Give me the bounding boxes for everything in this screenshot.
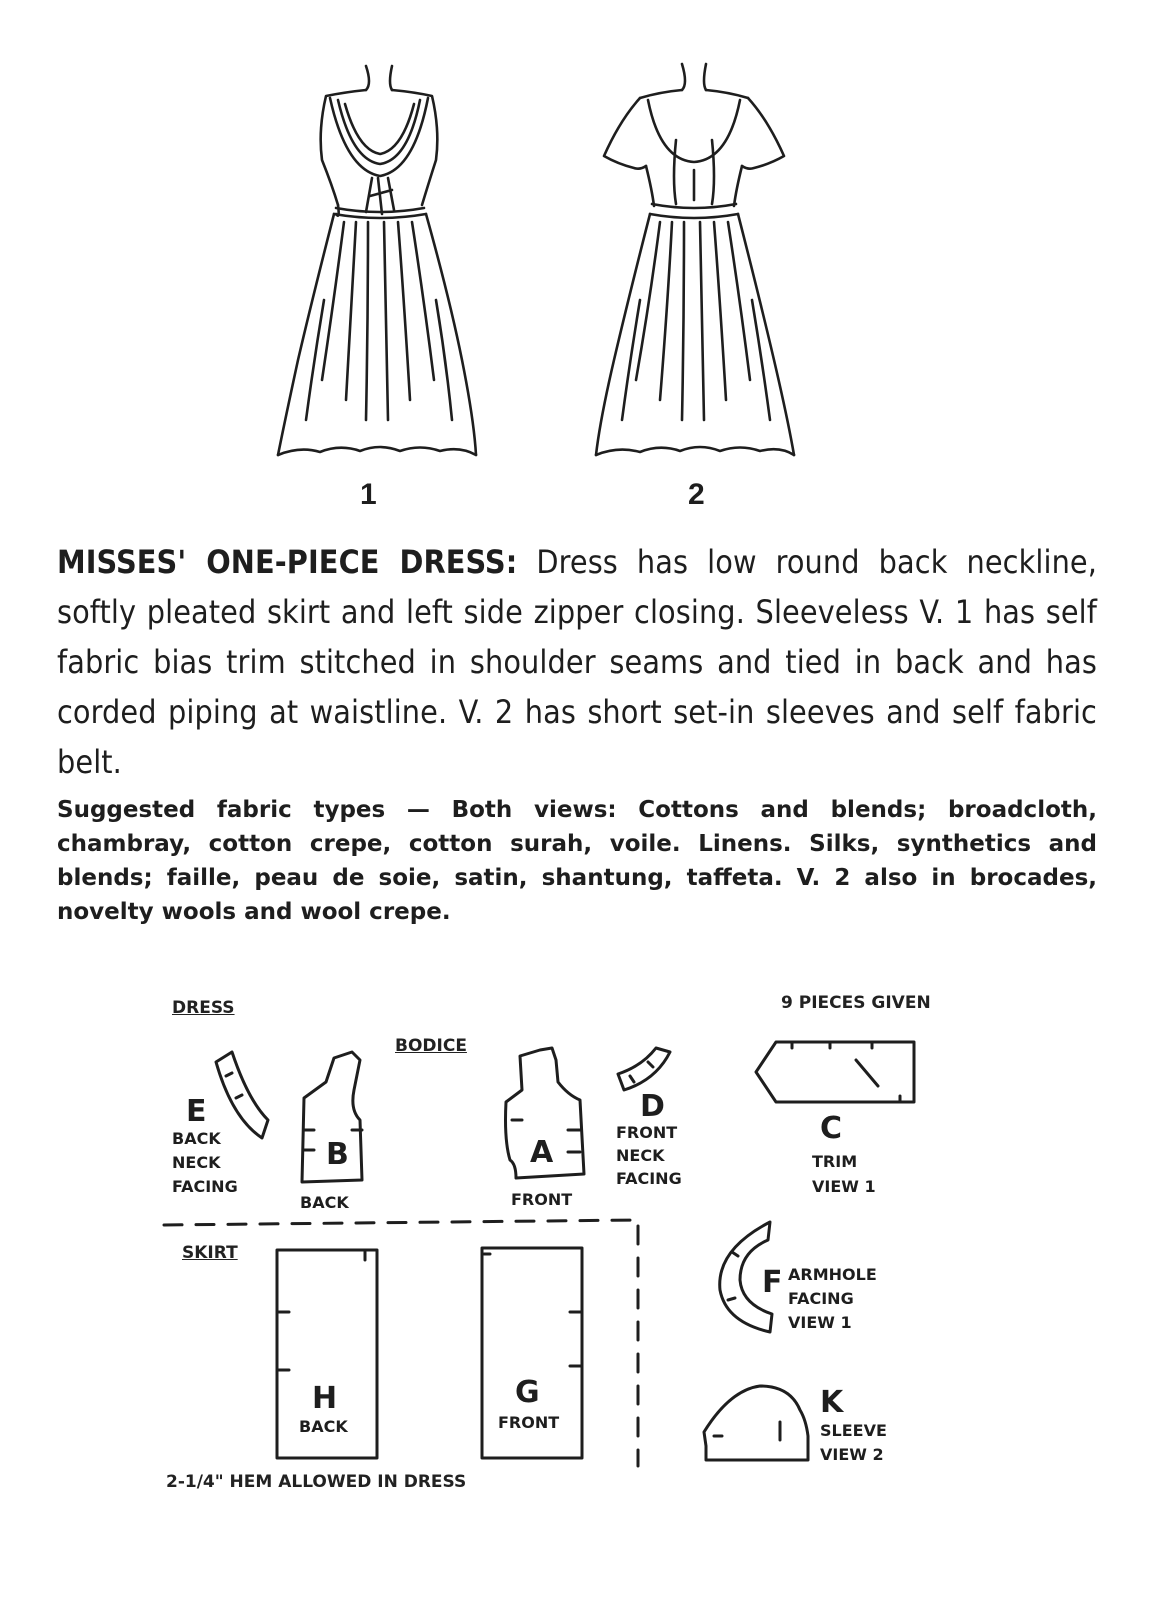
piece-k-label-2: VIEW 2 — [820, 1445, 884, 1464]
piece-d-label-3: FACING — [616, 1169, 682, 1188]
piece-h-letter: H — [312, 1381, 338, 1416]
piece-e-label-1: BACK — [172, 1129, 221, 1148]
piece-f-label-1: ARMHOLE — [788, 1265, 877, 1284]
piece-c-label-2: VIEW 1 — [812, 1177, 876, 1196]
piece-f-label-2: FACING — [788, 1289, 854, 1308]
skirt-section-label: SKIRT — [182, 1243, 238, 1263]
pieces-given-label: 9 PIECES GIVEN — [781, 993, 931, 1013]
piece-e-label-3: FACING — [172, 1177, 238, 1196]
fabric-text: — Both views: Cottons and blends; broadcloth, chambray, cotton crepe, cotton surah, voile. Linens. Silks, synthetics and blends; faille, peau de soie, satin, shantung, taffeta. V. 2 also in brocades, novelty wools and wool crepe. — [57, 797, 1097, 925]
piece-k-label-1: SLEEVE — [820, 1421, 887, 1440]
piece-f-letter: F — [762, 1265, 783, 1300]
piece-e-letter: E — [186, 1094, 207, 1129]
piece-h-label: BACK — [299, 1417, 348, 1436]
piece-c-shape — [756, 1042, 914, 1102]
view-2-number: 2 — [688, 478, 705, 511]
piece-c-label-1: TRIM — [812, 1152, 858, 1171]
dress-section-label: DRESS — [172, 998, 235, 1018]
piece-b-letter: B — [326, 1137, 349, 1172]
piece-a-label: FRONT — [511, 1190, 573, 1209]
piece-b-label: BACK — [300, 1193, 349, 1212]
piece-e-label-2: NECK — [172, 1153, 221, 1172]
view-1-number: 1 — [360, 478, 377, 511]
piece-g-letter: G — [515, 1375, 540, 1410]
piece-k-shape — [704, 1386, 808, 1460]
piece-d-label-2: NECK — [616, 1146, 665, 1165]
piece-f-label-3: VIEW 1 — [788, 1313, 852, 1332]
fabric-label: Suggested fabric types — [57, 797, 386, 823]
piece-g-label: FRONT — [498, 1413, 560, 1432]
piece-d-letter: D — [640, 1089, 665, 1124]
dress-view-2-illustration — [596, 64, 794, 455]
piece-a-letter: A — [530, 1135, 554, 1170]
piece-d-label-1: FRONT — [616, 1123, 678, 1142]
hem-note: 2-1/4" HEM ALLOWED IN DRESS — [166, 1472, 467, 1492]
dress-view-1-illustration — [278, 66, 476, 455]
description-title: MISSES' ONE-PIECE DRESS: — [57, 543, 518, 581]
piece-d-shape — [618, 1048, 670, 1090]
dress-description — [57, 537, 1097, 787]
piece-k-letter: K — [820, 1385, 844, 1420]
piece-c-letter: C — [820, 1111, 843, 1146]
description-body: Dress has low round back neckline, softly pleated skirt and left side zipper closing. Sleeveless V. 1 has self fabric bias trim stitched in shoulder seams and tied in back and has corded piping at waistline. V. 2 has short set-in sleeves and self fabric belt. — [57, 543, 1097, 781]
bodice-section-label: BODICE — [395, 1036, 467, 1056]
fabric-suggestions — [57, 793, 1097, 929]
